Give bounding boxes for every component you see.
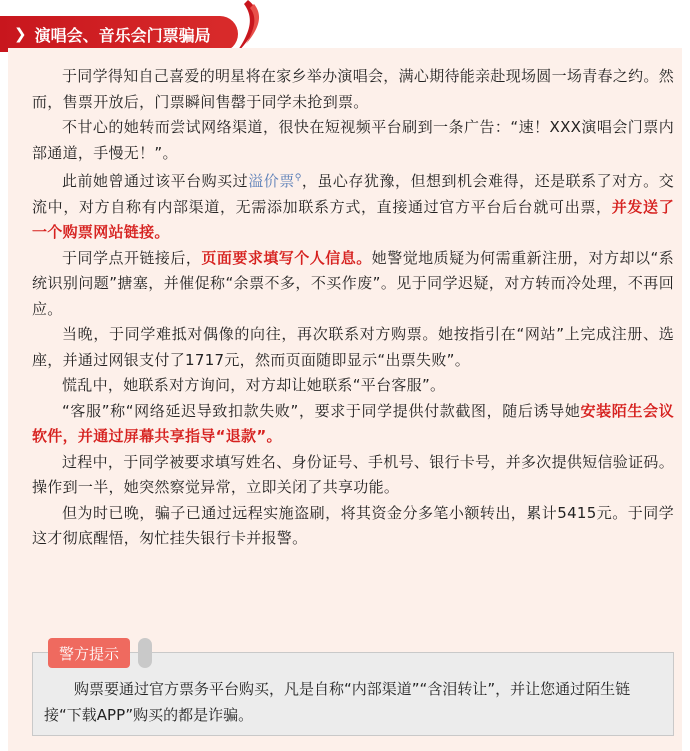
paragraph [32, 322, 674, 373]
tips-decoration [138, 638, 152, 668]
paragraph [32, 64, 674, 115]
paragraph [32, 450, 674, 501]
story-paragraphs [32, 64, 674, 552]
highlight-text: 安装陌生会议软件，并通过屏幕共享指导“退款”。 [32, 401, 674, 445]
paragraph [32, 501, 674, 552]
body-text: 慌乱中，她联系对方询问，对方却让她联系“平台客服”。 [62, 376, 446, 394]
highlight-text: 页面要求填写个人信息。 [201, 248, 372, 267]
body-text: 当晚，于同学难抵对偶像的向往，再次联系对方购票。她按指引在“网站”上完成注册、选座，并通过网银支付了1717元，然而页面随即显示“出票失败”。 [32, 325, 674, 369]
body-text: ，虽心存犹豫，但想到机会难得，还是联系了对方。交流中，对方自称有内部渠道，无需添加联系方式，直接通过官方平台后台就可出票， [32, 172, 674, 216]
paragraph [32, 373, 674, 399]
section-title-tab [0, 16, 238, 52]
article-body [8, 48, 682, 751]
body-text: 于同学得知自己喜爱的明星将在家乡举办演唱会，满心期待能亲赴现场圆一场青春之约。然而，售票开放后，门票瞬间售罄于同学未抢到票。 [32, 67, 675, 111]
inline-link[interactable]: 溢价票⚲ [248, 172, 302, 190]
chevron-down-icon: ❯ [14, 25, 27, 43]
paragraph [32, 166, 674, 246]
body-text: 不甘心的她转而尝试网络渠道，很快在短视频平台刷到一条广告：“速！XXX演唱会门票内部通道，手慢无！”。 [32, 118, 674, 162]
body-text: 她警觉地质疑为何需重新注册，对方却以“系统识别问题”搪塞，并催促称“余票不多，不买作废”。见于同学迟疑，对方转而冷处理，不再回应。 [32, 248, 675, 318]
paragraph [32, 399, 674, 450]
body-text: 过程中，于同学被要求填写姓名、身份证号、手机号、银行卡号，并多次提供短信验证码。操作到一半，她突然察觉异常，立即关闭了共享功能。 [32, 452, 675, 496]
body-text: “客服”称“网络延迟导致扣款失败”，要求于同学提供付款截图，随后诱导她 [62, 401, 581, 420]
body-text: 于同学点开链接后， [62, 248, 202, 267]
paragraph [32, 246, 674, 323]
body-text: 此前她曾通过该平台购买过 [62, 172, 249, 190]
paragraph [32, 115, 674, 166]
search-icon: ⚲ [294, 173, 302, 183]
highlight-text: 并发送了一个购票网站链接。 [32, 197, 675, 241]
body-text: 但为时已晚，骗子已通过远程实施盗刷，将其资金分多笔小额转出，累计5415元。于同学这才彻底醒悟，匆忙挂失银行卡并报警。 [32, 503, 674, 547]
section-title: 演唱会、音乐会门票骗局 [34, 25, 211, 45]
police-tips-label: 警方提示 [48, 638, 130, 668]
police-tips-text: 购票要通过官方票务平台购买，凡是自称“内部渠道”“含泪转让”，并让您通过陌生链接“下载APP”购买的都是诈骗。 [44, 680, 631, 724]
